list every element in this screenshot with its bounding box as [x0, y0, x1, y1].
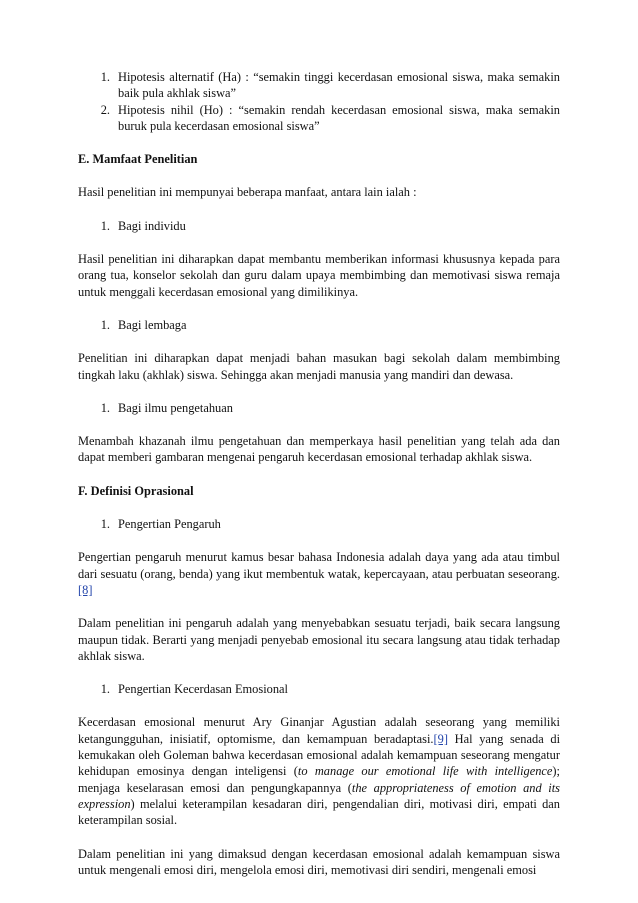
paragraph: Dalam penelitian ini pengaruh adalah yang menyebabkan sesuatu terjadi, baik secara langsung maupun tidak. Berarti yang menjadi penyebab emosional itu secara langsung atau tidak terhadap akhlak siswa.	[78, 616, 560, 663]
list-number: 1.	[100, 682, 110, 697]
list-text: Pengertian Pengaruh	[118, 517, 221, 532]
list-text: Hipotesis alternatif (Ha) : “semakin tinggi kecerdasan emosional siswa, maka semakin baik pula akhlak siswa”	[118, 70, 560, 101]
list-number: 1.	[100, 317, 110, 332]
paragraph-text: ); menjaga keselarasan emosi dan pengungkapannya (	[78, 764, 560, 795]
list-text: Bagi lembaga	[118, 317, 187, 332]
list-item	[78, 681, 560, 697]
list-number: 1.	[100, 400, 110, 415]
italic-phrase: the appropriateness of emotion and its expression	[78, 780, 560, 811]
paragraph	[78, 714, 560, 828]
list-number: 1.	[100, 517, 110, 532]
paragraph-text: ) melalui keterampilan kesadaran diri, pengendalian diri, motivasi diri, empati dan keterampilan sosial.	[78, 796, 560, 828]
list-item	[78, 317, 560, 333]
list-text: Hipotesis nihil (Ho) : “semakin rendah kecerdasan emosional siswa, maka semakin buruk pula kecerdasan emosional siswa”	[118, 102, 560, 133]
list-item	[78, 218, 560, 234]
section-e-heading: E. Mamfaat Penelitian	[78, 152, 198, 167]
paragraph: Dalam penelitian ini yang dimaksud dengan kecerdasan emosional adalah kemampuan siswa untuk mengenali emosi diri, mengelola emosi diri, memotivasi diri sendiri, mengenali emosi	[78, 846, 560, 877]
footnote-link-8[interactable]: [8]	[78, 582, 93, 597]
section-e-intro: Hasil penelitian ini mempunyai beberapa manfaat, antara lain ialah :	[78, 185, 417, 200]
list-item	[78, 69, 560, 102]
list-number: 1.	[100, 70, 110, 84]
list-item	[78, 102, 560, 135]
list-item	[78, 516, 560, 532]
paragraph: Menambah khazanah ilmu pengetahuan dan memperkaya hasil penelitian yang telah ada dan dapat memberi gambaran mengenai pengaruh kecerdasan emosional terhadap akhlak siswa.	[78, 434, 560, 465]
list-item	[78, 400, 560, 416]
italic-phrase: to manage our emotional life with intelligence	[297, 764, 553, 779]
paragraph: Penelitian ini diharapkan dapat menjadi bahan masukan bagi sekolah dalam membimbing tingkah laku (akhlak) siswa. Sehingga akan menjadi manusia yang mandiri dan dewasa.	[78, 351, 560, 382]
list-number: 1.	[100, 218, 110, 233]
paragraph	[78, 549, 560, 598]
paragraph: Hasil penelitian ini diharapkan dapat membantu memberikan informasi khususnya kepada para orang tua, konselor sekolah dan guru dalam upaya membimbing dan memotivasi siswa remaja untuk menggali kecerdasan emosional yang dimilikinya.	[78, 252, 560, 299]
document-page	[78, 69, 560, 895]
hypothesis-list	[78, 69, 560, 134]
section-f-heading: F. Definisi Oprasional	[78, 483, 194, 498]
list-text: Pengertian Kecerdasan Emosional	[118, 682, 288, 697]
paragraph-text: Hal yang senada di kemukakan oleh Goleman bahwa kecerdasan emosional adalah kemampuan seseorang mengatur kehidupan emosinya dengan inteligensi (	[78, 731, 561, 779]
paragraph-text: Pengertian pengaruh menurut kamus besar bahasa Indonesia adalah daya yang ada atau timbul dari sesuatu (orang, benda) yang ikut membentuk watak, kepercayaan, atau perbuatan seseorang.	[78, 550, 560, 581]
list-text: Bagi individu	[118, 218, 186, 233]
list-text: Bagi ilmu pengetahuan	[118, 400, 233, 415]
paragraph-text: Kecerdasan emosional menurut Ary Ginanjar Agustian adalah seseorang yang memiliki ketangungguhan, inisiatif, optomisme, dan kemampuan beradaptasi.	[78, 715, 560, 746]
footnote-link-9[interactable]: [9]	[433, 731, 448, 746]
list-number: 2.	[100, 102, 110, 117]
